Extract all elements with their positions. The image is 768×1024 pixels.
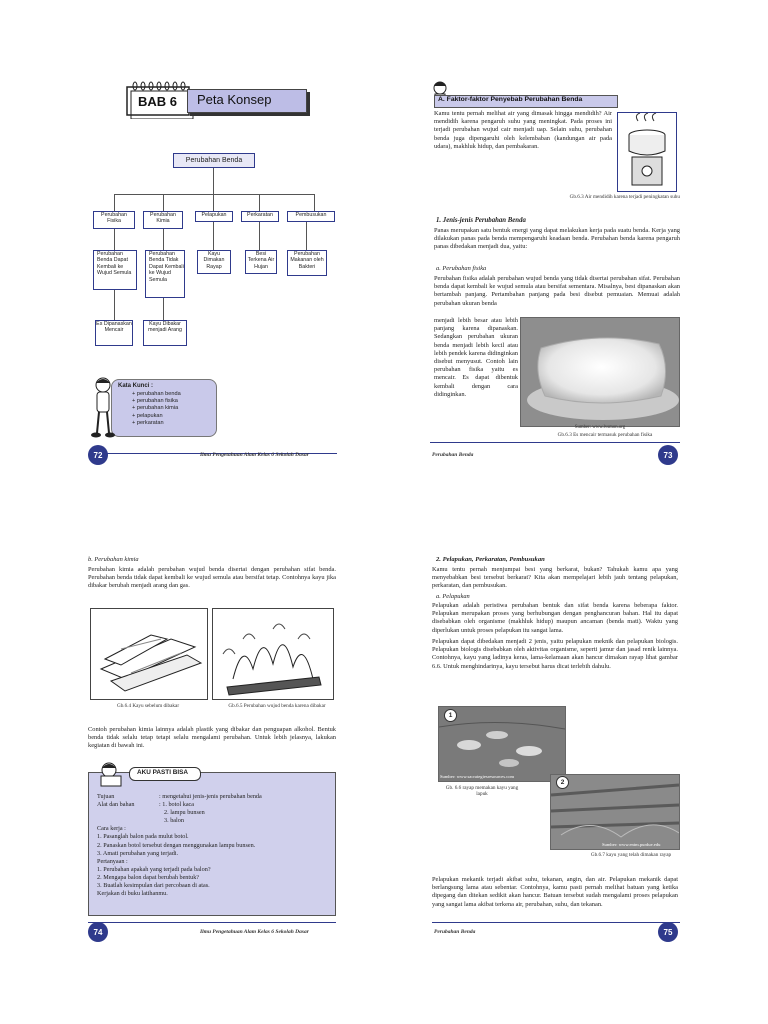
concept-dapat-kembali: Perubahan Benda Dapat Kembali ke Wujud Semula — [93, 250, 137, 290]
activity-title: AKU PASTI BISA — [137, 769, 189, 776]
alat-label: Alat dan bahan — [97, 801, 135, 809]
eaten-wood-illustration — [551, 775, 679, 849]
page-title: Peta Konsep — [197, 92, 272, 107]
photo-number-1: 1 — [444, 709, 457, 722]
pertanyaan-item: 3. Buatlah kesimpulan dari percobaan di atas. — [97, 882, 210, 890]
concept-kayu-dimakan-rayap: Kayu Dimakan Rayap — [197, 250, 231, 274]
termite-illustration — [439, 707, 565, 781]
photo-number-2: 2 — [556, 776, 569, 789]
concept-perubahan-kimia: Perubahan Kimia — [143, 211, 183, 229]
paragraph-fisika-cont: menjadi lebih besar atau lebih panjang karena dipanaskan. Sedangkan perubahan ukuran benda menjadi lebih kecil atau lebih pendek karena didinginkan disebut menyusut. Contoh lain perubahan fisika yaitu es mencair. Es dapat dibentuk kembali dengan cara didinginkan. — [434, 317, 518, 398]
keyword-item: + perubahan fisika — [132, 398, 178, 405]
pertanyaan-label: Pertanyaan : — [97, 857, 128, 865]
page-72 — [85, 75, 345, 465]
footer-75: Perubahan Benda — [434, 929, 476, 935]
cartoon-reader-icon — [97, 761, 125, 787]
tujuan-row — [97, 793, 329, 801]
paragraph-kimia: Perubahan kimia adalah perubahan wujud benda disertai dengan perubahan sifat benda. Perubahan benda tidak dapat kembali ke wujud semula atau bersifat tetap. Contohnya kayu jika dibakar berubah menjadi arang dan gas. — [88, 566, 336, 590]
footer-72: Ilmu Pengetahuan Alam Kelas 6 Sekolah Dasar — [200, 452, 309, 458]
pertanyaan-item: 2. Mengapa balon dapat berubah bentuk? — [97, 873, 200, 881]
page-number-74: 74 — [88, 922, 108, 942]
concept-tidak-dapat-kembali: Perubahan Benda Tidak Dapat Kembali ke Wujud Semula — [145, 250, 185, 298]
paragraph-fisika: Perubahan fisika adalah perubahan wujud benda yang tidak disertai perubahan sifat. Perubahan benda dapat kembali ke wujud semula atau bersifat sementara. Misalnya, besi dipanaskan akan bertambah panjang. Pertambahan panjang pada besi disebut pemuaian. Memuai adalah perubahan ukuran benda — [434, 275, 680, 307]
alat-item: 2. lampu bunsen — [164, 809, 205, 817]
boiling-pot-illustration — [618, 113, 676, 191]
subsection-title: 2. Pelapukan, Perkaratan, Pembusukan — [436, 556, 545, 563]
footer-73: Perubahan Benda — [432, 452, 474, 458]
burning-wood-photo — [212, 608, 334, 700]
concept-perubahan-fisika: Perubahan Fisika — [93, 211, 135, 229]
page-74 — [88, 556, 336, 946]
termite-photo-1 — [438, 706, 566, 782]
footer-74: Ilmu Pengetahuan Alam Kelas 6 Sekolah Dasar — [200, 929, 309, 935]
photo-source-1: Sumber: www.sacrategiesresources.com — [440, 774, 515, 779]
paragraph-contoh-kimia: Contoh perubahan kimia lainnya adalah plastik yang dibakar dan penguapan alkohol. Bentuk benda tidak selalu tetap tetapi selalu mengalami perubahan. Untuk lebih jelasnya, lakukan kegiatan di bawah ini. — [88, 726, 336, 750]
keyword-item: + perubahan kimia — [132, 405, 179, 412]
intro-paragraph: Kamu tentu pernah melihat air yang dimasak hingga mendidih? Air mendidih karena pengaruh suhu yang meningkat. Pada proses ini terjadi perubahan wujud cair menjadi uap. Selain suhu, perubahan benda juga dipengaruhi oleh kelembaban (kandungan air pada udara), makhluk hidup, dan pembakaran. — [434, 110, 612, 150]
activity-box — [88, 769, 336, 916]
concept-pembusukan: Pembusukan — [287, 211, 335, 222]
alat-item: 3. balon — [164, 817, 184, 825]
keyword-title: Kata Kunci : — [118, 383, 154, 389]
page-73 — [430, 80, 680, 470]
paragraph-panas: Panas merupakan satu bentuk energi yang dapat melakukan kerja pada suatu benda. Kerja yang dilakukan panas pada benda mempengaruhi keadaan benda. Perubahan benda karena pengaruh panas dibedakan menjadi dua, yaitu: — [434, 227, 680, 251]
section-title: A. Faktor-faktor Penyebab Perubahan Benda — [438, 96, 583, 103]
wood-planks-illustration — [91, 609, 207, 699]
alat-row — [97, 801, 329, 825]
tujuan-text: : mengetahui jenis-jenis perubahan benda — [159, 793, 262, 800]
intro-paragraph: Kamu tentu pernah menjumpai besi yang berkarat, bukan? Tahukah kamu apa yang menyebabkan besi tersebut berkarat? Kita akan mempelajari lebih jauh tentang pelapukan, perkaratan, dan pembusukan. — [432, 566, 678, 590]
keyword-list — [132, 391, 181, 427]
concept-besi-air-hujan: Besi Terkena Air Hujan — [245, 250, 277, 274]
subheading-fisika: a. Perubahan fisika — [436, 265, 487, 272]
page-75 — [432, 556, 680, 946]
figure-caption-6-4: Gb.6.4 Kayu sebelum dibakar — [116, 703, 180, 709]
chapter-header — [125, 79, 315, 119]
concept-root: Perubahan Benda — [173, 153, 255, 168]
figure-caption-6-3a: Gb.6.3 Air mendidih karena terjadi peningkatan suhu — [569, 194, 680, 200]
boiling-pot-figure — [617, 112, 677, 192]
figure-caption-6-3b: Gb.6.3 Es mencair termasuk perubahan fisika — [557, 432, 653, 438]
cara-item: 1. Pasanglah balon pada mulut botol. — [97, 833, 189, 841]
cartoon-boy-icon — [89, 375, 117, 439]
cara-label: Cara kerja : — [97, 825, 126, 833]
keyword-box — [111, 379, 217, 437]
alat-item: : 1. botol kaca — [159, 801, 195, 809]
cara-item: 3. Amati perubahan yang terjadi. — [97, 849, 179, 857]
tujuan-label: Tujuan — [97, 793, 115, 800]
melting-ice-illustration — [521, 318, 679, 426]
figure-caption-6-5: Gb.6.5 Perubahan wujud benda karena dibakar — [228, 703, 326, 709]
melting-ice-photo — [520, 317, 680, 427]
subsection-title: 1. Jenis-jenis Perubahan Benda — [436, 217, 526, 224]
keyword-item: + perkaratan — [132, 419, 164, 426]
wood-before-photo — [90, 608, 208, 700]
photo-source-ice: Sumber: www.lvsmon.org — [574, 425, 626, 430]
figure-caption-6-6: Gb. 6.6 rayap memakan kayu yang lapuk — [445, 785, 519, 798]
concept-pelapukan: Pelapukan — [195, 211, 233, 222]
cara-item: 2. Panaskan botol tersebut dengan menggunakan lampu bunsen. — [97, 841, 256, 849]
closing-instruction: Kerjakan di buku latihanmu. — [97, 890, 168, 898]
keyword-item: + pelapukan — [132, 412, 163, 419]
paragraph-pelapukan-mekanik: Pelapukan mekanik terjadi akibat suhu, tekanan, angin, dan air. Pelapukan mekanik dapat berlangsung lama atau sebentar. Contohnya, kamu pasti pernah melihat batuan yang ketika dipegang dan ditekan sedikit akan hancur. Batuan tersebut sudah mengalami proses pelapukan yang sangat lama akibat terkena air, perubahan, suhu, dan tekanan. — [432, 876, 678, 908]
subheading-kimia: b. Perubahan kimia — [88, 556, 139, 563]
paragraph-pelapukan: Pelapukan adalah peristiwa perubahan bentuk dan sifat benda karena beberapa faktor. Pelapukan merupakan proses yang berhubungan dengan penghancuran bahan. Hal itu dapat disebabkan oleh organisme (makhluk hidup) maupun ancaman (benda mati). Waktu yang diperlukan untuk proses pelapukan itu sangat lama. — [432, 602, 678, 634]
paragraph-jenis-pelapukan: Pelapukan dapat dibedakan menjadi 2 jenis, yaitu pelapukan meknik dan pelapukan biologis. Pelapukan biologis disebabkan oleh aktivitas organisme, seperti jamur dan jasad renik lainnya. Contohnya, kayu yang ladinya keras, lama-kelamaan akan hancur dimakan rayap lihat gambar 6.6. Untuk menghindarinya, kayu tersebut harus dicat terlebih dahulu. — [432, 638, 678, 670]
keyword-item: + perubahan benda — [132, 391, 181, 397]
figure-caption-6-7: Gb.6.7 kayu yang telah dimakan rayap — [590, 852, 672, 858]
concept-es-mencair: Es Dipanaskan Mencair — [95, 320, 133, 346]
page-number-75: 75 — [658, 922, 678, 942]
page-number-73: 73 — [658, 445, 678, 465]
chapter-label: BAB 6 — [138, 94, 178, 109]
pertanyaan-item: 1. Perubahan apakah yang terjadi pada balon? — [97, 865, 211, 873]
concept-kayu-arang: Kayu Dibakar menjadi Arang — [143, 320, 187, 346]
subheading-pelapukan: a. Pelapukan — [436, 593, 470, 600]
concept-perkaratan: Perkaratan — [241, 211, 279, 222]
page-number-72: 72 — [88, 445, 108, 465]
termite-photo-2 — [550, 774, 680, 850]
fire-illustration — [213, 609, 333, 699]
photo-source-2: Sumber: www.entm.purdue.edu — [602, 842, 661, 847]
concept-makanan-bakteri: Perubahan Makanan oleh Bakteri — [287, 250, 327, 276]
